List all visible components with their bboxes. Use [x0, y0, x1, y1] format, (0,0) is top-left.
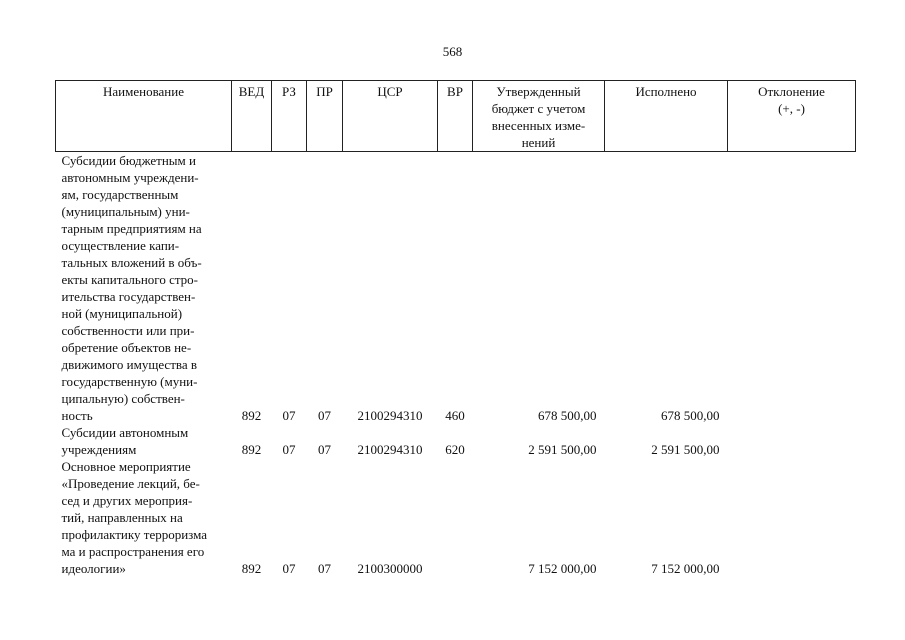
name-line: идеологии» — [61, 561, 126, 576]
name-line: движимого имущества в — [61, 357, 197, 372]
cell-rz: 07 — [282, 408, 296, 423]
name-line: собственности или при- — [61, 323, 195, 338]
cell-approved: 7 152 000,00 — [528, 561, 597, 576]
cell-ved: 892 — [241, 561, 262, 576]
name-line: ной (муниципальной) — [61, 306, 183, 321]
name-line: обретение объектов не- — [61, 340, 192, 355]
cell-name — [56, 424, 232, 458]
table-header-row — [56, 81, 856, 152]
name-line: профилактику терроризма — [61, 527, 208, 542]
cell-ved: 892 — [241, 442, 262, 457]
page-number: 568 — [442, 44, 463, 59]
header-approved-budget: Утвержденный бюджет с учетом внесенных изме- нений — [473, 81, 605, 152]
cell-deviation — [728, 424, 856, 458]
header-executed: Исполнено — [605, 81, 728, 152]
header-csr: ЦСР — [343, 81, 438, 152]
name-line: ительства государствен- — [61, 289, 196, 304]
cell-executed: 2 591 500,00 — [651, 442, 720, 457]
name-line: Основное мероприятие — [61, 459, 191, 474]
name-line: «Проведение лекций, бе- — [61, 476, 200, 491]
name-line: тий, направленных на — [61, 510, 183, 525]
cell-rz: 07 — [282, 561, 296, 576]
cell-deviation — [728, 152, 856, 425]
name-line: ям, государственным — [61, 187, 179, 202]
table-row — [56, 458, 856, 577]
cell-csr: 2100300000 — [357, 561, 423, 576]
cell-name — [56, 458, 232, 577]
cell-approved: 2 591 500,00 — [528, 442, 597, 457]
name-line: ципальную) собствен- — [61, 391, 185, 406]
table-row — [56, 152, 856, 425]
header-pr: ПР — [307, 81, 343, 152]
name-line: осуществление капи- — [61, 238, 180, 253]
name-line: тарным предприятиям на — [61, 221, 202, 236]
cell-pr: 07 — [318, 442, 331, 457]
cell-vr: 620 — [445, 442, 465, 457]
cell-ved: 892 — [241, 408, 262, 423]
cell-csr: 2100294310 — [357, 442, 423, 457]
cell-pr: 07 — [318, 561, 331, 576]
budget-table — [55, 80, 856, 577]
table-body — [56, 152, 856, 578]
cell-rz: 07 — [282, 442, 296, 457]
cell-name — [56, 152, 232, 425]
name-line: ма и распространения его — [61, 544, 205, 559]
name-line: Субсидии бюджетным и — [61, 153, 196, 168]
name-line: государственную (муни- — [61, 374, 198, 389]
name-line: (муниципальным) уни- — [61, 204, 190, 219]
cell-vr — [438, 458, 473, 577]
header-name: Наименование — [56, 81, 232, 152]
name-line: Субсидии автономным — [61, 425, 189, 440]
cell-csr: 2100294310 — [357, 408, 423, 423]
header-rz: РЗ — [272, 81, 307, 152]
cell-approved: 678 500,00 — [538, 408, 597, 423]
name-line: екты капитального стро- — [61, 272, 199, 287]
name-line: ность — [61, 408, 93, 423]
cell-vr: 460 — [445, 408, 465, 423]
name-line: тальных вложений в объ- — [61, 255, 202, 270]
cell-executed: 678 500,00 — [661, 408, 720, 423]
header-ved: ВЕД — [232, 81, 272, 152]
cell-pr: 07 — [318, 408, 331, 423]
name-line: учреждениям — [61, 442, 137, 457]
header-vr: ВР — [438, 81, 473, 152]
name-line: сед и других мероприя- — [61, 493, 193, 508]
header-deviation: Отклонение (+, -) — [728, 81, 856, 152]
table-row — [56, 424, 856, 458]
name-line: автономным учреждени- — [61, 170, 199, 185]
cell-executed: 7 152 000,00 — [651, 561, 720, 576]
cell-deviation — [728, 458, 856, 577]
